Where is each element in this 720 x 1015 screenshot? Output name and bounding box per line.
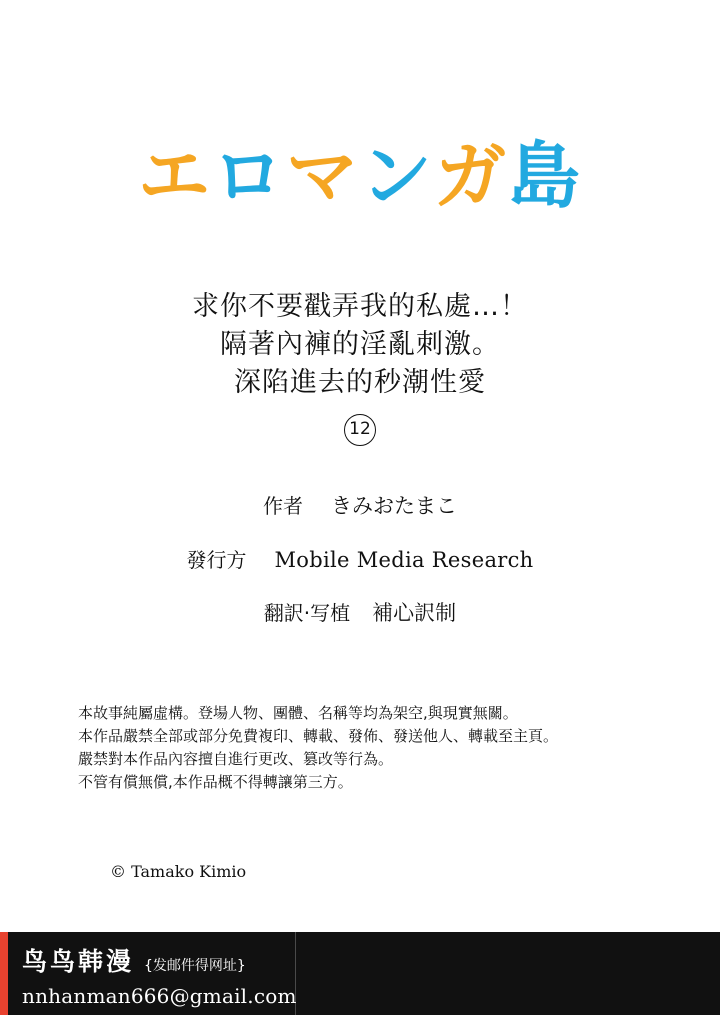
volume-number [0,414,720,446]
logo-char-2: ロ [211,134,286,218]
credit-value-author: きみおたまこ [331,494,457,518]
title-line-2: 隔著內褲的淫亂刺激。 [220,329,500,360]
disclaimer-block [78,702,658,794]
disclaimer-line: 本故事純屬虛構。登場人物、團體、名稱等均為架空,與現實無關。 [78,704,518,722]
disclaimer-line: 本作品嚴禁全部或部分免費複印、轉載、發佈、發送他人、轉載至主頁。 [78,727,559,745]
logo-char-1: エ [137,134,212,218]
credit-label-author: 作者 [263,494,303,518]
logo-char-4: ン [360,134,435,218]
credit-label-publisher: 發行方 [186,548,247,572]
series-logo [0,134,720,218]
disclaimer-line: 嚴禁對本作品內容擅自進行更改、篡改等行為。 [78,750,394,768]
copyright-notice: © Tamako Kimio [110,862,247,881]
logo-char-6: 島 [508,134,583,218]
logo-char-5: ガ [434,134,509,218]
credit-row [0,544,720,573]
page-title [0,288,720,446]
footer-brand-row [22,942,297,978]
footer-brand-name: 鸟鸟韩漫 [22,947,135,976]
volume-number-value: 12 [344,414,376,446]
credit-row [0,597,720,627]
disclaimer-line: 不管有償無償,本作品概不得轉讓第三方。 [78,773,353,791]
series-logo-text [137,134,583,218]
footer-brand-note: {发邮件得网址} [144,958,246,974]
footer-content [22,942,297,1008]
credit-row [0,490,720,520]
footer-email[interactable]: nnhanman666@gmail.com [22,984,297,1008]
logo-char-3: マ [285,134,360,218]
footer-banner [0,932,720,1015]
credit-value-translation: 補心訳制 [372,601,457,625]
title-line-3: 深陷進去的秒潮性愛 [234,367,486,398]
title-line-1: 求你不要戳弄我的私處…！ [192,291,528,322]
credit-label-translation: 翻訳·写植 [263,601,351,625]
footer-accent-bar [0,932,8,1015]
credits-block [0,490,720,651]
credit-value-publisher: Mobile Media Research [274,548,534,572]
